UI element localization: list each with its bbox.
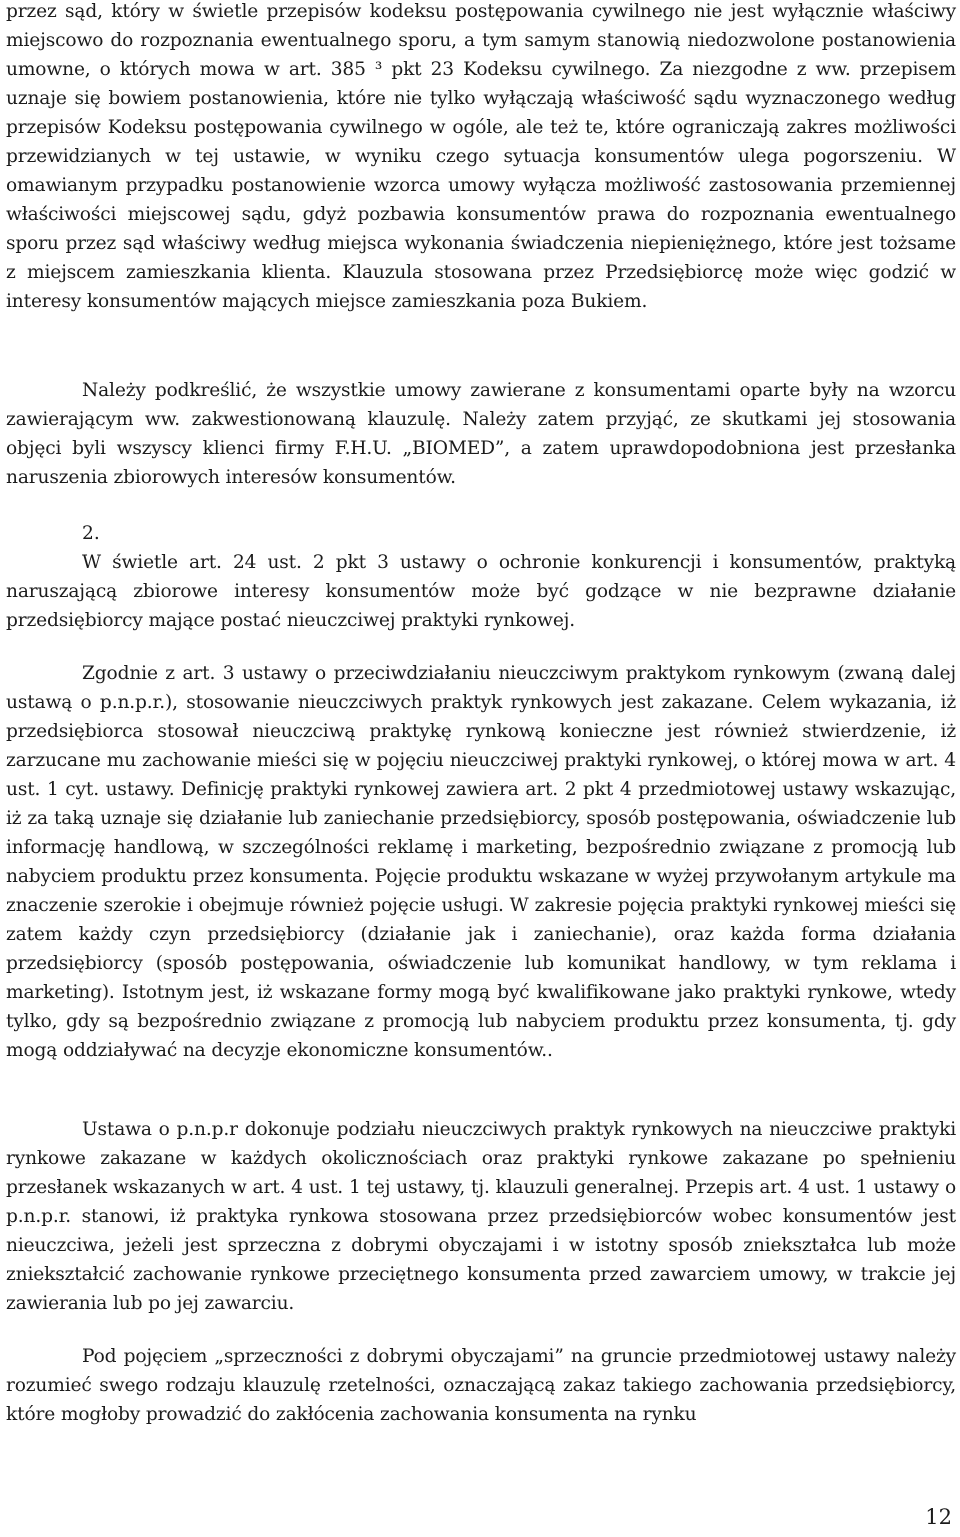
paragraph-court-jurisdiction: przez sąd, który w świetle przepisów kodeksu postępowania cywilnego nie jest wyłącznie właściwy miejscowo do rozpoznania ewentualnego sporu, a tym samym stanowią niedozwolone postanowienia umowne, o których mowa w art. 385 ³ pkt 23 Kodeksu cywilnego. Za niezgodne z ww. przepisem uznaje się bowiem postanowienia, które nie tylko wyłączają właściwość sądu wyznaczonego według przepisów Kodeksu postępowania cywilnego w ogóle, ale też te, które ograniczają zakres możliwości przewidzianych w tej ustawie, w wyniku czego sytuacja konsumentów ulega pogorszeniu. W omawianym przypadku postanowienie wzorca umowy wyłącza możliwość zastosowania przemiennej właściwości miejscowej sądu, gdyż pozbawia konsumentów prawa do rozpoznania ewentualnego sporu przez sąd właściwy według miejsca wykonania świadczenia niepieniężnego, które jest tożsame z miejscem zamieszkania klienta. Klauzula stosowana przez Przedsiębiorcę może więc godzić w interesy konsumentów mających miejsce zamieszkania poza Bukiem. (6, 1, 956, 312)
section-number: 2. (82, 523, 100, 544)
paragraph-good-practice-clause: Pod pojęciem „sprzeczności z dobrymi obyczajami” na gruncie przedmiotowej ustawy należy rozumieć swego rodzaju klauzulę rzetelności, oznaczającą zakaz takiego zachowania przedsiębiorcy, które mogłoby prowadzić do zakłócenia zachowania konsumenta na rynku (6, 1346, 956, 1425)
page-number: 12 (925, 1505, 952, 1529)
paragraph-practice-classification: Ustawa o p.n.p.r dokonuje podziału nieuczciwych praktyk rynkowych na nieuczciwe praktyki rynkowe zakazane w każdych okolicznościach oraz praktyki rynkowe zakazane po spełnieniu przesłanek wskazanych w art. 4 ust. 1 tej ustawy, tj. klauzuli generalnej. Przepis art. 4 ust. 1 ustawy o p.n.p.r. stanowi, iż praktyka rynkowa stosowana przez przedsiębiorców wobec konsumentów jest nieuczciwa, jeżeli jest sprzeczna z dobrymi obyczajami i w istotny sposób zniekształca lub może zniekształcić zachowanie rynkowe przeciętnego konsumenta przed zawarciem umowy, w trakcie jej zawierania lub po jej zawarciu. (6, 1119, 956, 1314)
paragraph-collective-interests: Należy podkreślić, że wszystkie umowy zawierane z konsumentami oparte były na wzorcu zawierającym ww. zakwestionowaną klauzulę. Należy zatem przyjąć, ze skutkami jej stosowania objęci byli wszyscy klienci firmy F.H.U. „BIOMED”, a zatem uprawdopodobniona jest przesłanka naruszenia zbiorowych interesów konsumentów. (6, 380, 956, 488)
paragraph-article-24: W świetle art. 24 ust. 2 pkt 3 ustawy o ochronie konkurencji i konsumentów, praktyką naruszającą zbiorowe interesy konsumentów może być godzące w nie bezprawne działanie przedsiębiorcy mające postać nieuczciwej praktyki rynkowej. (6, 552, 956, 631)
paragraph-unfair-practices-definition: Zgodnie z art. 3 ustawy o przeciwdziałaniu nieuczciwym praktykom rynkowym (zwaną dalej ustawą o p.n.p.r.), stosowanie nieuczciwych praktyk rynkowych jest zakazane. Celem wykazania, iż przedsiębiorca stosował nieuczciwą praktykę rynkową konieczne jest również stwierdzenie, iż zarzucane mu zachowanie mieści się w pojęciu nieuczciwej praktyki rynkowej, o której mowa w art. 4 ust. 1 cyt. ustawy. Definicję praktyki rynkowej zawiera art. 2 pkt 4 przedmiotowej ustawy wskazując, iż za taką uznaje się działanie lub zaniechanie przedsiębiorcy, sposób postępowania, oświadczenie lub informację handlową, w szczególności reklamę i marketing, bezpośrednio związane z promocją lub nabyciem produktu przez konsumenta. Pojęcie produktu wskazane w wyżej przywołanym artykule ma znaczenie szerokie i obejmuje również pojęcie usługi. W zakresie pojęcia praktyki rynkowej mieści się zatem każdy czyn przedsiębiorcy (działanie jak i zaniechanie), oraz każda forma działania przedsiębiorcy (sposób postępowania, oświadczenie lub komunikat handlowy, w tym reklama i marketing). Istotnym jest, iż wskazane formy mogą być kwalifikowane jako praktyki rynkowe, wtedy tylko, gdy są bezpośrednio związane z promocją lub nabyciem produktu przez konsumenta, tj. gdy mogą oddziaływać na decyzje ekonomiczne konsumentów.. (6, 663, 956, 1061)
